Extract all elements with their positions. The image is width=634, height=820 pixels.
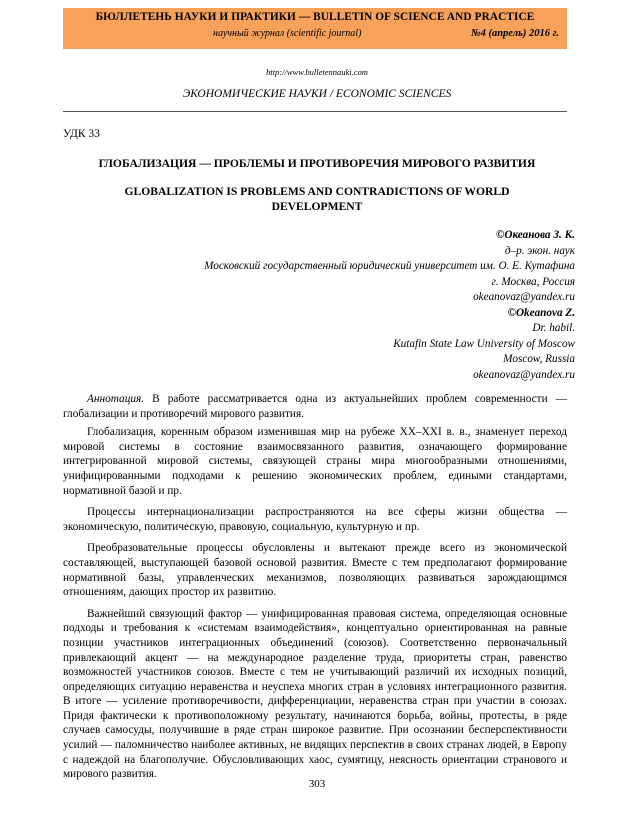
abstract-text: В работе рассматривается одна из актуальнейших проблем современности — глобализации и противоречий мирового развития. [63,393,567,420]
abstract-paragraph [63,392,567,421]
author-city-ru: г. Москва, Россия [491,275,575,288]
article-body [63,392,567,789]
section-heading: ЭКОНОМИЧЕСКИЕ НАУКИ / ECONOMIC SCIENCES [182,88,452,100]
page-number: 303 [308,778,326,790]
issue-label: №4 (апрель) 2016 г. [470,28,559,39]
article-title-en: GLOBALIZATION IS PROBLEMS AND CONTRADICTIONS OF WORLD DEVELOPMENT [124,185,510,213]
author-block [204,228,575,383]
author-city-en: Moscow, Russia [503,353,575,365]
author-degree-en: Dr. habil. [532,322,575,334]
body-paragraph: Преобразовательные процессы обусловлены и вытекают прежде всего из экономической составляющей, выступающей базовой основой развития. Вместе с тем предполагают формирование нормативной базы, управленческих механизмов, позволяющих развиваться зарождающимся отношениям, дающих простор их развитию. [63,542,567,599]
author-name-ru: ©Океанова З. К. [496,229,575,241]
journal-type: научный журнал (scientific journal) [213,28,362,39]
author-email-ru[interactable]: okeanovaz@yandex.ru [473,291,575,303]
body-paragraph: Процессы интернационализации распространяются на все сферы жизни общества — экономическую, политическую, правовую, социальную, культурную и пр. [63,506,567,533]
journal-url[interactable]: http://www.bulletennauki.com [266,67,368,77]
article-title-ru: ГЛОБАЛИЗАЦИЯ — ПРОБЛЕМЫ И ПРОТИВОРЕЧИЯ МИРОВОГО РАЗВИТИЯ [98,157,536,170]
journal-header-band [63,8,567,49]
abstract-label: Аннотация. [87,393,145,405]
udk-code: УДК 33 [63,128,100,140]
author-affiliation-en: Kutafin State Law University of Moscow [393,337,575,350]
body-paragraph: Глобализация, коренным образом изменившая мир на рубеже XX–XXI в. в., знаменует переход мировой системы в состояние взаимосвязанного развития, означающего формирование интегрированной мировой системы, связующей страны мира многообразными отношениями, унифицированными подходами к решению экономических проблем, едиными стандартами, нормативной базой и пр. [63,426,567,497]
author-name-en: ©Okeanova Z. [507,306,575,319]
body-paragraph: Важнейший связующий фактор — унифицированная правовая система, определяющая основные подходы и требования к «системам взаимодействия», концептуально ориентированная на равные позиции участников интеграционных объединений (союзов). Соответственно первоначальный привлекающий акцент — на международное разделение труда, приоритеты стран, равенство возможностей участников союзов. Вместе с тем не учитывающий различий их исходных позиций, определяющих ситуацию неравенства и неуспеха многих стран в условиях интеграционного развития. В итоге — усиление противоречивости, дифференциации, неравенства стран при участии в союзах. Придя фактически к противоположному результату, начинаются борьба, войны, протесты, в ряде случаев самосуды, получившие в ряде стран широкое развитие. При осознании бесперспективности усилий — паломничество наиболее активных, не видящих перспектив в своих странах людей, в Европу с надеждой на благополучие. Обусловливающих хаос, сумятицу, неясность ориентации странового и мирового развития. [63,607,567,781]
author-affiliation-ru: Московский государственный юридический университет им. О. Е. Кутафина [204,260,575,272]
journal-title: БЮЛЛЕТЕНЬ НАУКИ И ПРАКТИКИ — BULLETIN OF SCIENCE AND PRACTICE [95,11,535,23]
section-divider [63,111,567,112]
author-email-en[interactable]: okeanovaz@yandex.ru [473,368,575,381]
author-degree-ru: д–р. экон. наук [504,244,575,257]
